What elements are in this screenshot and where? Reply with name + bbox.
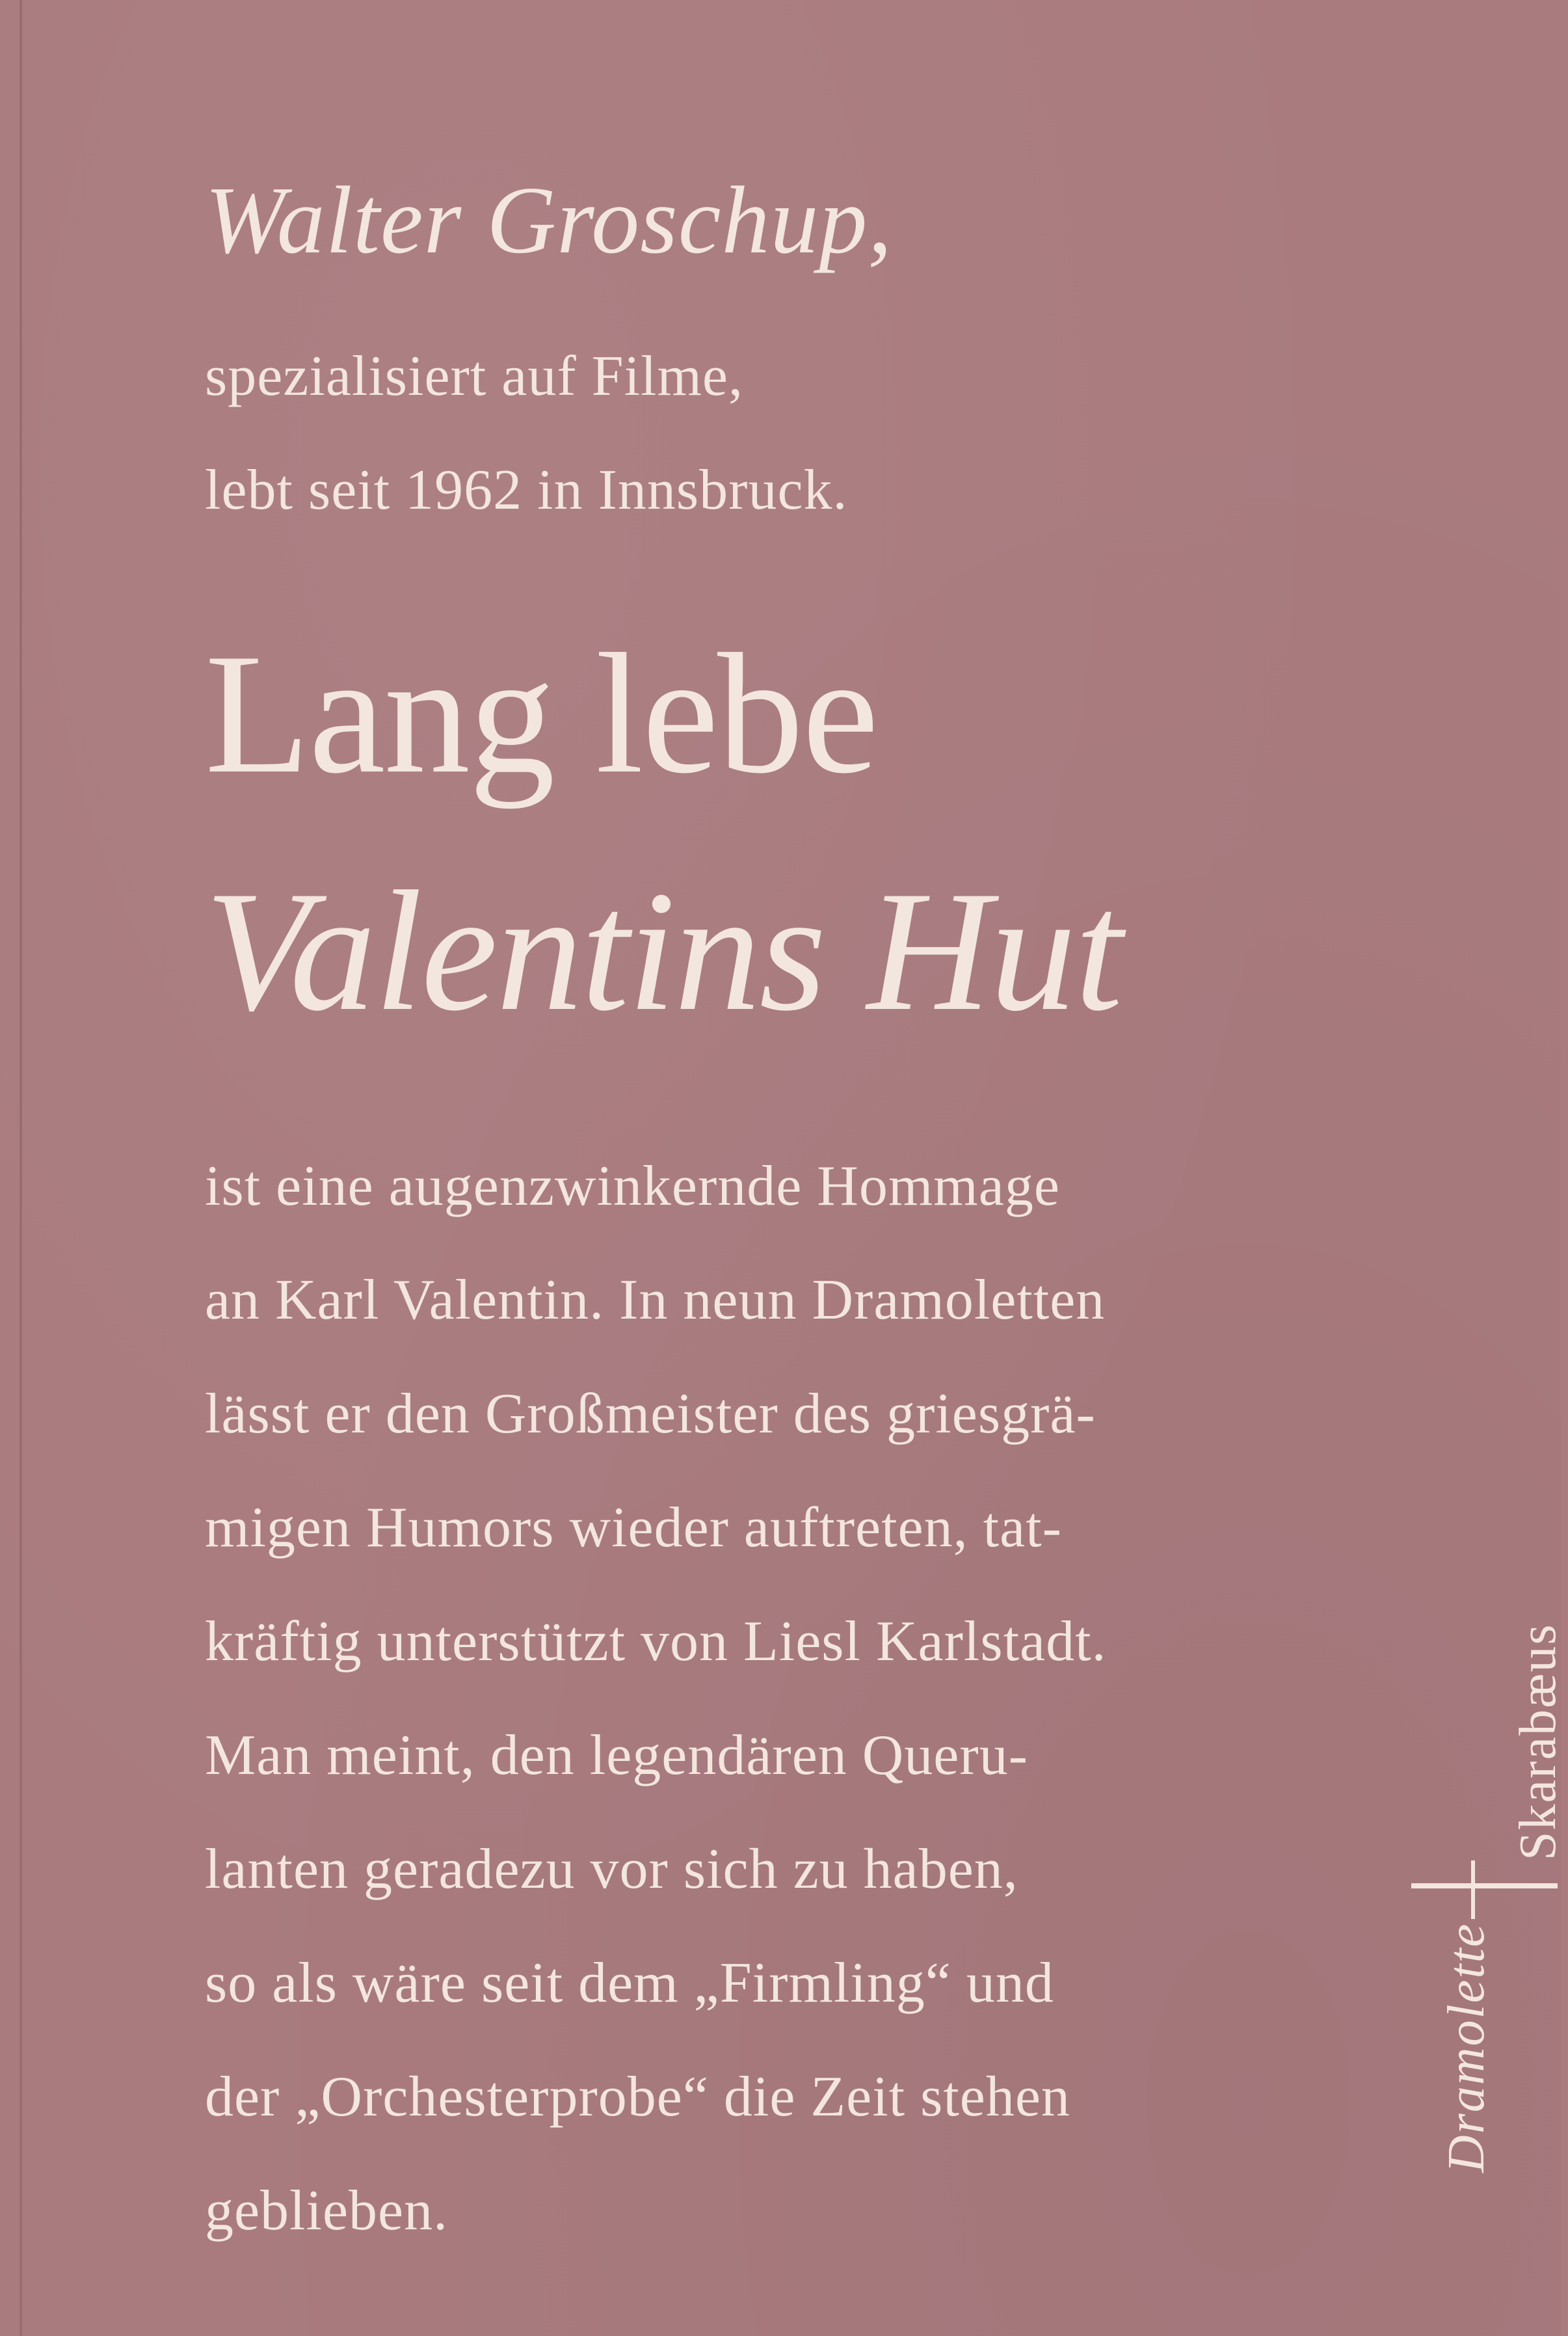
imprint-divider-vertical: [1471, 1860, 1475, 1919]
imprint-divider: [1411, 1883, 1558, 1888]
description-line: ist eine augenzwinkernde Hommage: [205, 1155, 1060, 1218]
description-line: lanten geradezu vor sich zu haben,: [205, 1838, 1018, 1901]
description-line: der „Orchesterprobe“ die Zeit stehen: [205, 2065, 1070, 2128]
author-bio-line: spezialisiert auf Filme,: [205, 345, 743, 408]
description-line: an Karl Valentin. In neun Dramoletten: [205, 1269, 1106, 1332]
author-bio-line: lebt seit 1962 in Innsbruck.: [205, 459, 848, 522]
description-line: so als wäre seit dem „Firmling“ und: [205, 1952, 1054, 2015]
description-line: migen Humors wieder auftreten, tat-: [205, 1496, 1062, 1559]
book-title-line: Valentins Hut: [205, 856, 1122, 1047]
author-name: Walter Groschup,: [205, 167, 893, 274]
series-name: Dramolette: [1438, 1922, 1495, 2173]
description-line: Man meint, den legendären Queru-: [205, 1724, 1028, 1787]
spine-fold-line: [20, 0, 22, 2336]
description-line: geblieben.: [205, 2179, 449, 2242]
book-title-line: Lang lebe: [205, 619, 878, 809]
description-line: kräftig unterstützt von Liesl Karlstadt.: [205, 1610, 1107, 1673]
publisher-name: Skarabæus: [1509, 1623, 1567, 1860]
description-line: lässt er den Großmeister des griesgrä-: [205, 1382, 1096, 1445]
